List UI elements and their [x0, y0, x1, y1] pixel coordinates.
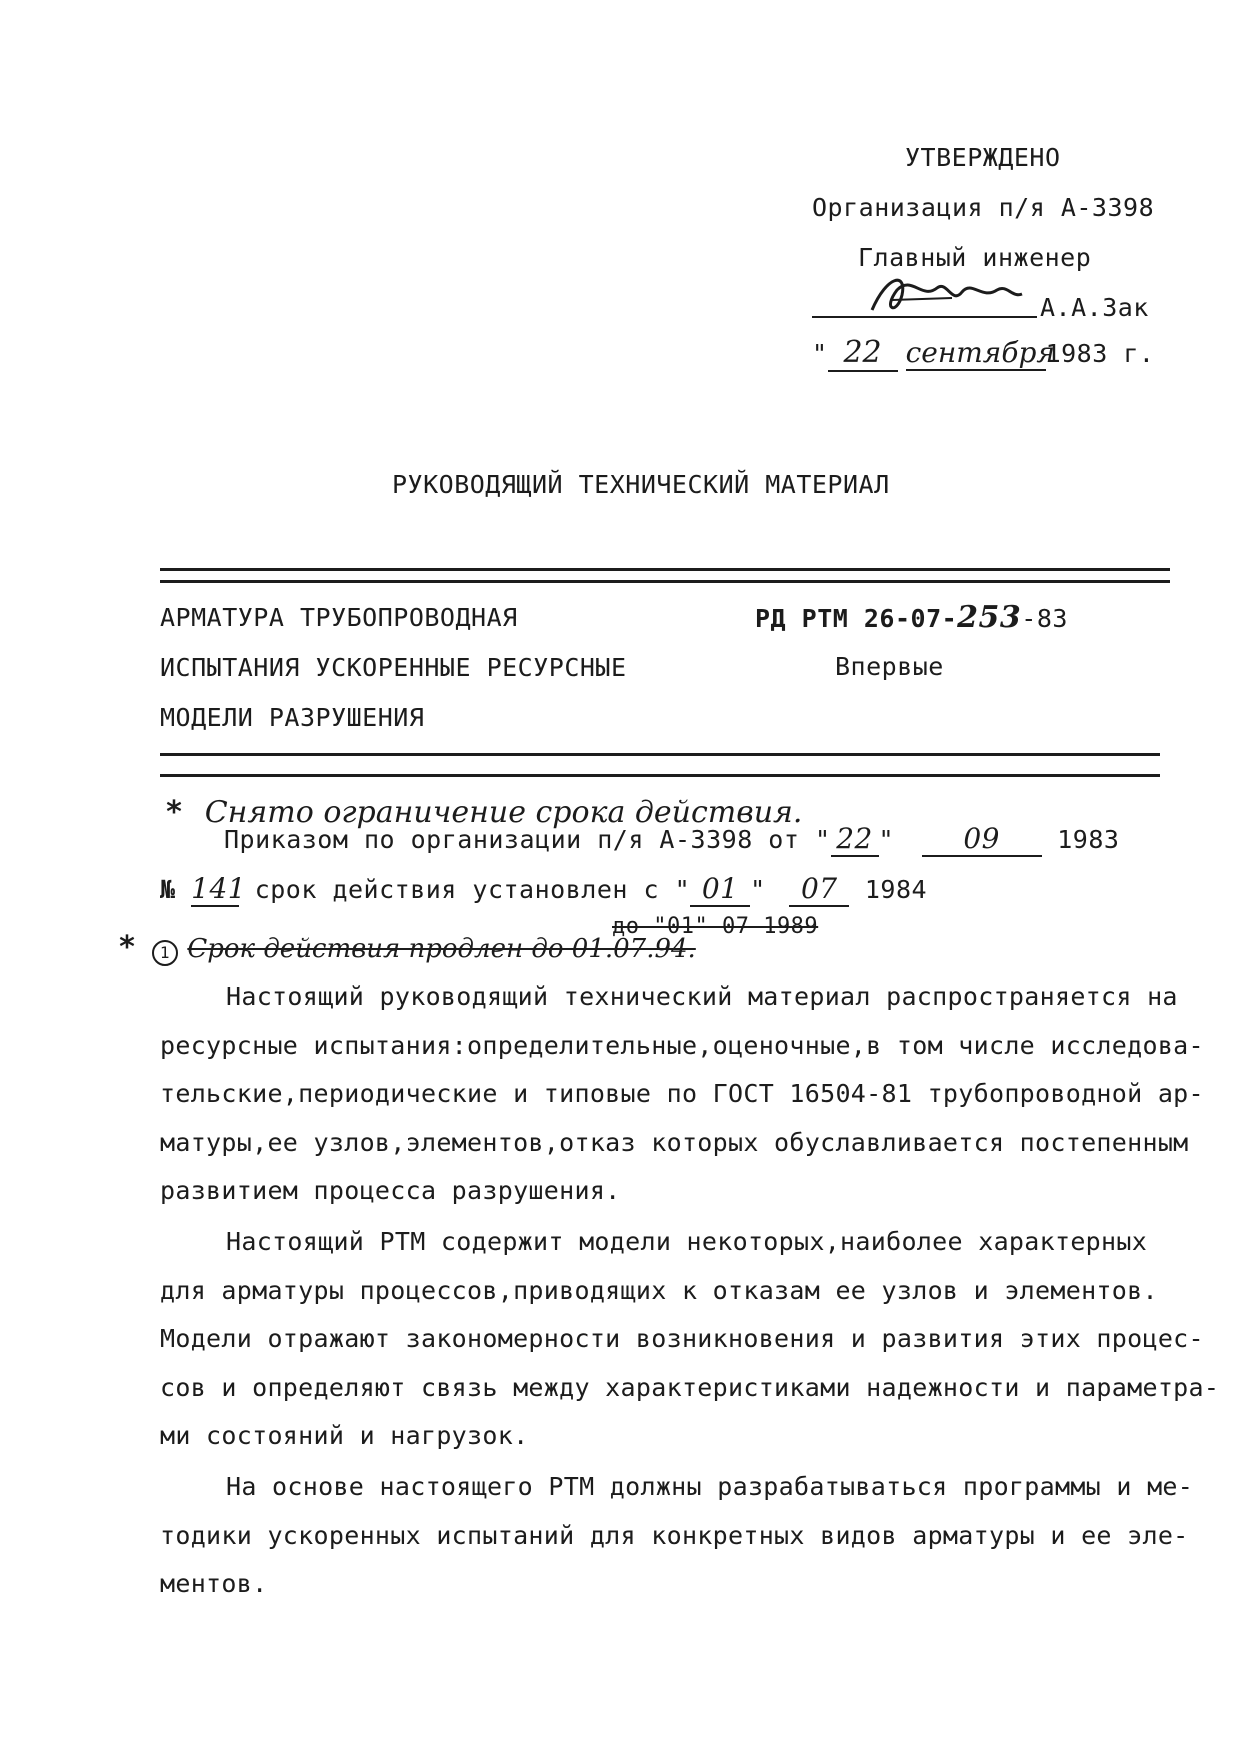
approval-date: [812, 335, 1154, 372]
document-code-prefix: РД РТМ 26-07-: [755, 604, 958, 633]
signature-line: [812, 270, 1037, 318]
paragraph-line: сов и определяют связь между характеристиками надежности и параметра-: [160, 1372, 1220, 1402]
asterisk-mark-2: *: [118, 930, 137, 965]
paragraph-line: матуры,ее узлов,элементов,отказ которых обуславливается постепенным: [160, 1127, 1189, 1157]
order-day: 22: [831, 822, 879, 857]
paragraph-line: ми состояний и нагрузок.: [160, 1421, 529, 1450]
order-line: Приказом по организации п/я А-3398 от " 22 " 09 1983: [224, 822, 1120, 855]
circled-number-1: 1: [152, 940, 178, 966]
approval-organization: Организация п/я А-3398: [812, 193, 1155, 222]
valid-day: 01: [690, 872, 750, 907]
rule-bottom-2: [160, 774, 1160, 777]
paragraph-line: На основе настоящего РТМ должны разрабатываться программы и ме-: [226, 1472, 1194, 1501]
first-issue-label: Впервые: [835, 652, 944, 681]
title-line-2: ИСПЫТАНИЯ УСКОРЕННЫЕ РЕСУРСНЫЕ: [160, 653, 627, 682]
order-month: 09: [922, 822, 1042, 857]
handwritten-signature: [862, 270, 1062, 320]
order-number: 141: [191, 872, 247, 905]
document-code-suffix: -83: [1021, 604, 1068, 633]
date-day: 22: [828, 335, 898, 372]
valid-year: 1984: [864, 875, 928, 904]
approval-position: Главный инженер: [858, 243, 1092, 272]
paragraph-line: ресурсные испытания:определительные,оценочные,в том числе исследова-: [160, 1030, 1204, 1060]
document-code: [755, 600, 1068, 635]
paragraph-line: Модели отражают закономерности возникновения и развития этих процес-: [160, 1324, 1204, 1353]
paragraph-line: тодики ускоренных испытаний для конкретных видов арматуры и ее эле-: [160, 1520, 1189, 1550]
rule-top-1: [160, 568, 1170, 571]
amendment-note-2: [118, 930, 696, 966]
amendment-note-1-text: Снято ограничение срока действия.: [204, 795, 803, 830]
number-label: №: [160, 875, 176, 904]
paragraph-line: Настоящий РТМ содержит модели некоторых,наиболее характерных: [226, 1227, 1148, 1256]
order-text: Приказом по организации п/я А-3398 от: [224, 825, 800, 854]
struck-until-date: до "01" 07 1989: [612, 914, 819, 939]
document-code-number: 253: [957, 600, 1022, 635]
paragraph-line: тельские,периодические и типовые по ГОСТ 16504-81 трубопроводной ар-: [160, 1079, 1204, 1108]
valid-month: 07: [789, 872, 849, 907]
date-month: сентября: [905, 336, 1055, 369]
paragraph-3: [160, 1463, 1194, 1609]
document-type: РУКОВОДЯЩИЙ ТЕХНИЧЕСКИЙ МАТЕРИАЛ: [392, 470, 890, 499]
date-year: 1983 г.: [1045, 339, 1155, 368]
asterisk-mark: *: [165, 795, 184, 830]
paragraph-line: развитием процесса разрушения.: [160, 1176, 621, 1205]
title-line-3: МОДЕЛИ РАЗРУШЕНИЯ: [160, 703, 425, 732]
paragraph-2: [160, 1218, 1220, 1461]
paragraph-line: для арматуры процессов,приводящих к отказам ее узлов и элементов.: [160, 1275, 1158, 1305]
approval-heading: УТВЕРЖДЕНО: [905, 143, 1061, 172]
validity-line: № 141 срок действия установлен с " 01 " 07 1984: [160, 872, 928, 905]
rule-bottom-1: [160, 753, 1160, 756]
paragraph-line: ментов.: [160, 1569, 268, 1598]
order-year: 1983: [1057, 825, 1120, 854]
validity-text: срок действия установлен с: [254, 875, 660, 904]
rule-top-2: [160, 580, 1170, 583]
title-line-1: АРМАТУРА ТРУБОПРОВОДНАЯ: [160, 603, 518, 632]
paragraph-line: Настоящий руководящий технический материал распространяется на: [226, 982, 1178, 1011]
date-quote: ": [812, 339, 828, 368]
amendment-note-2-text: Срок действия продлен до 01.07.94.: [187, 934, 696, 964]
paragraph-1: [160, 973, 1204, 1216]
approval-signer: А.А.Зак: [1040, 293, 1149, 322]
